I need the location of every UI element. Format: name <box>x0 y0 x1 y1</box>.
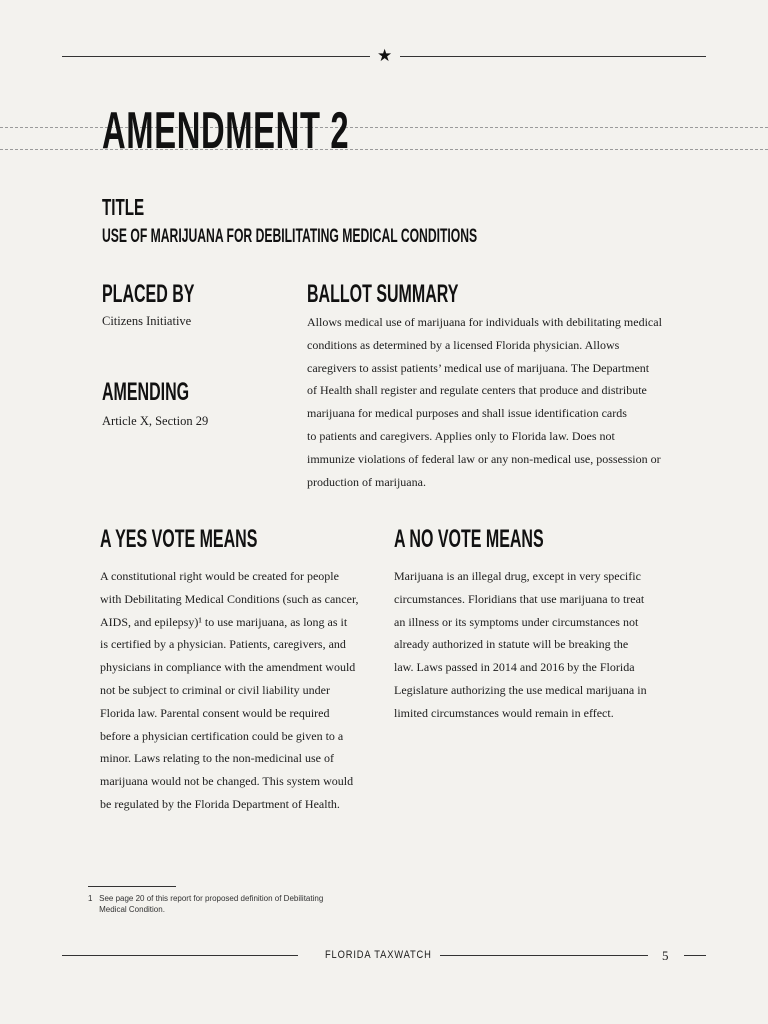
top-rule-left <box>62 56 370 57</box>
placed-by-heading: PLACED BY <box>102 280 195 308</box>
yes-line: AIDS, and epilepsy)¹ to use marijuana, as long as it <box>100 614 348 629</box>
top-rule-right <box>400 56 706 57</box>
title-heading: TITLE <box>102 194 145 220</box>
yes-line: A constitutional right would be created for people <box>100 569 339 583</box>
footnote-line: 1 See page 20 of this report for proposed definition of Debilitating <box>88 894 324 903</box>
ballot-line: Allows medical use of marijuana for individuals with debilitating medical <box>307 315 662 329</box>
amendment-title: AMENDMENT 2 <box>102 102 350 160</box>
ballot-line: immunize violations of federal law or any non-medical use, possession or <box>307 451 661 466</box>
yes-vote-heading: A YES VOTE MEANS <box>100 525 258 553</box>
footer-rule-end <box>684 955 706 956</box>
no-line: limited circumstances would remain in effect. <box>394 705 614 720</box>
placed-by-text: Citizens Initiative <box>102 314 192 328</box>
title-subtitle: USE OF MARIJUANA FOR DEBILITATING MEDICAL CONDITIONS <box>102 226 478 247</box>
no-line: an illness or its symptoms under circumstances not <box>394 614 639 629</box>
footnote-line: Medical Condition. <box>88 905 165 914</box>
no-line: Legislature authorizing the use medical marijuana in <box>394 682 647 697</box>
ballot-line: to patients and caregivers. Applies only to Florida law. Does not <box>307 428 615 443</box>
footnote <box>88 893 323 915</box>
yes-line: be regulated by the Florida Department of Health. <box>100 796 340 811</box>
ballot-line: of Health shall register and regulate centers that produce and distribute <box>307 383 647 398</box>
yes-line: physicians in compliance with the amendment would <box>100 660 356 675</box>
ballot-line: caregivers to assist patients’ medical use of marijuana. The Department <box>307 360 650 375</box>
footer-rule-right <box>440 955 648 956</box>
ballot-summary-text <box>307 311 662 493</box>
amending-text: Article X, Section 29 <box>102 414 209 428</box>
yes-line: not be subject to criminal or civil liability under <box>100 682 330 697</box>
amending-heading: AMENDING <box>102 378 190 406</box>
yes-line: before a physician certification could be given to a <box>100 728 344 743</box>
yes-line: marijuana would not be changed. This system would <box>100 774 354 789</box>
yes-line: minor. Laws relating to the non-medicinal use of <box>100 751 334 766</box>
no-line: circumstances. Floridians that use marijuana to treat <box>394 591 645 606</box>
footnote-rule <box>88 886 176 887</box>
page-number: 5 <box>662 948 669 963</box>
no-line: law. Laws passed in 2014 and 2016 by the Florida <box>394 660 635 675</box>
star-icon: ★ <box>377 46 393 66</box>
footer-label: FLORIDA TAXWATCH <box>325 949 432 961</box>
no-line: Marijuana is an illegal drug, except in very specific <box>394 569 641 583</box>
yes-line: is certified by a physician. Patients, caregivers, and <box>100 637 346 652</box>
no-line: already authorized in statute will be breaking the <box>394 637 629 652</box>
ballot-line: production of marijuana. <box>307 474 426 489</box>
yes-line: Florida law. Parental consent would be required <box>100 705 330 720</box>
no-vote-heading: A NO VOTE MEANS <box>394 525 544 553</box>
yes-vote-text <box>100 565 358 816</box>
yes-line: with Debilitating Medical Conditions (such as cancer, <box>100 591 359 606</box>
ballot-line: conditions as determined by a licensed Florida physician. Allows <box>307 337 620 352</box>
footer-rule-left <box>62 955 298 956</box>
ballot-summary-heading: BALLOT SUMMARY <box>307 280 459 308</box>
no-vote-text <box>394 565 647 725</box>
ballot-line: marijuana for medical purposes and shall issue identification cards <box>307 406 627 421</box>
